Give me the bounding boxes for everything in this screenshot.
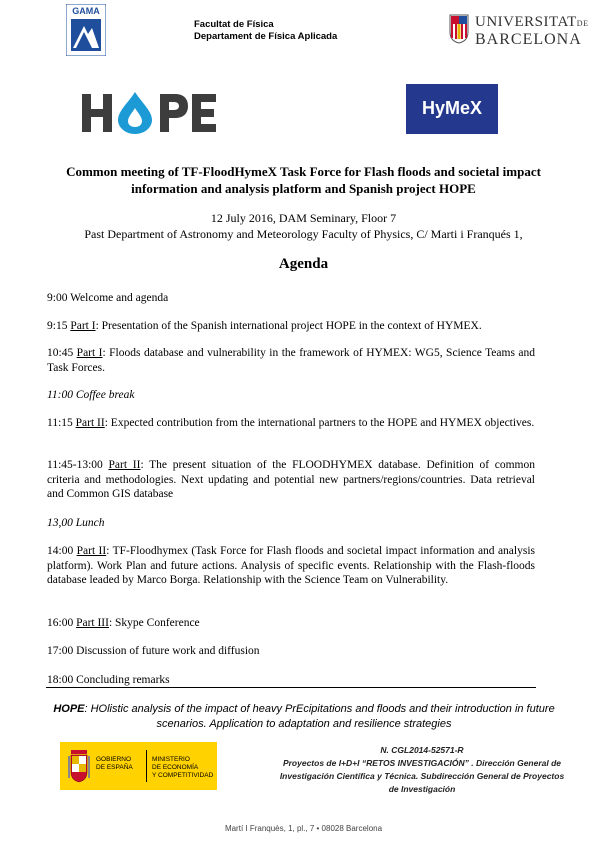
gobierno-text <box>96 756 133 772</box>
university-name <box>475 15 588 49</box>
gobierno-line1: GOBIERNO <box>96 756 132 763</box>
agenda-time: 11:15 <box>47 417 73 429</box>
department-name: Departament de Física Aplicada <box>194 31 338 42</box>
agenda-text: Lunch <box>72 517 105 529</box>
agenda-text: Coffee break <box>72 389 135 401</box>
hymex-logo-text: HyMeX <box>421 97 483 118</box>
agenda-text: : Floods database and vulnerability in the framework of HYMEX: WG5, Science Teams and Task Forces. <box>47 347 535 374</box>
project-description: Proyectos de I+D+I “RETOS INVESTIGACIÓN” . Dirección General de Investigación Científica y Técnica. Subdirección General de Proyectos de Investigación <box>279 758 565 794</box>
divider <box>46 687 536 688</box>
agenda-time: 13,00 <box>47 517 73 529</box>
agenda-part: Part I <box>70 320 96 332</box>
meeting-title: Common meeting of TF-FloodHymeX Task Force for Flash floods and societal impact information and analysis platform and Spanish project HOPE <box>66 164 541 196</box>
agenda-item <box>47 416 535 431</box>
agenda-item <box>47 291 535 306</box>
gobierno-divider <box>146 750 147 782</box>
agenda-part: Part III <box>76 617 109 629</box>
agenda-time: 18:00 <box>47 674 74 686</box>
hope-logo <box>82 91 216 135</box>
agenda-time: 16:00 <box>47 617 74 629</box>
agenda-item <box>47 644 535 659</box>
ub-crest-icon <box>449 14 469 44</box>
meeting-place: Past Department of Astronomy and Meteorology Faculty of Physics, C/ Marti i Franqués 1, <box>84 227 523 241</box>
agenda-text: Welcome and agenda <box>67 292 169 304</box>
agenda-text: Discussion of future work and diffusion <box>73 645 260 657</box>
ministerio-line1: MINISTERIO <box>152 756 190 763</box>
hymex-logo <box>406 84 498 134</box>
ministerio-text <box>152 756 213 780</box>
agenda-item <box>47 673 535 688</box>
agenda-time: 9:15 <box>47 320 68 332</box>
hope-definition-acronym: HOPE <box>53 703 85 715</box>
agenda-time: 11:45-13:00 <box>47 459 103 471</box>
agenda-item <box>47 458 535 502</box>
agenda-title: Agenda <box>278 256 329 272</box>
project-code: N. CGL2014-52571-R <box>380 745 464 755</box>
agenda-time: 14:00 <box>47 545 74 557</box>
hope-definition-text: : HOlistic analysis of the impact of heavy PrEcipitations and floods and their introduction in future scenarios. Application to adaptation and resilience strategies <box>84 703 555 730</box>
agenda-item <box>47 616 535 631</box>
gobierno-logo <box>60 742 217 790</box>
university-line1: UNIVERSITAT <box>475 14 577 30</box>
agenda-item <box>47 388 535 403</box>
agenda-part: Part II <box>108 459 141 471</box>
agenda-time: 11:00 <box>47 389 73 401</box>
hope-definition <box>46 702 562 732</box>
agenda-item <box>47 516 535 531</box>
agenda-item <box>47 346 535 375</box>
footer-address: Martí I Franquès, 1, pl., 7 • 08028 Barcelona <box>224 824 383 833</box>
university-line1-suffix: DE <box>576 19 589 28</box>
coat-of-arms-icon <box>68 748 90 784</box>
agenda-part: Part II <box>75 417 105 429</box>
ministerio-line3: Y COMPETITIVIDAD <box>152 772 214 779</box>
agenda-item <box>47 319 535 334</box>
agenda-item <box>47 544 535 588</box>
department-block <box>194 19 337 43</box>
gama-logo-text: GAMA <box>72 6 100 16</box>
agenda-time: 17:00 <box>47 645 74 657</box>
agenda-text: Concluding remarks <box>73 674 170 686</box>
project-info <box>276 744 568 796</box>
agenda-part: Part II <box>76 545 107 557</box>
gama-logo <box>66 4 106 56</box>
agenda-text: : The present situation of the FLOODHYMEX database. Definition of common criteria and methodologies. Next updating and potential new partners/regions/countries. Data retrieval and Common GIS database <box>47 459 536 500</box>
ministerio-line2: DE ECONOMÍA <box>152 764 199 771</box>
agenda-text: : Expected contribution from the international partners to the HOPE and HYMEX objectives. <box>104 417 535 429</box>
faculty-name: Facultat de Física <box>194 19 274 30</box>
gobierno-line2: DE ESPAÑA <box>96 764 133 771</box>
agenda-text: : TF-Floodhymex (Task Force for Flash floods and societal impact information and analysis platform). Work Plan and future actions. Analysis of specific events. Relationship with the Flash-floods database leaded by Marco Borga. Relationship with the Science Team on Vulnerability. <box>47 545 536 586</box>
agenda-part: Part I <box>76 347 103 359</box>
agenda-time: 9:00 <box>47 292 68 304</box>
meeting-date-place <box>30 210 577 242</box>
university-line2: BARCELONA <box>475 31 582 48</box>
agenda-text: : Presentation of the Spanish international project HOPE in the context of HYMEX. <box>95 320 482 332</box>
agenda-text: : Skype Conference <box>108 617 200 629</box>
agenda-time: 10:45 <box>47 347 74 359</box>
meeting-date: 12 July 2016, DAM Seminary, Floor 7 <box>210 211 397 225</box>
